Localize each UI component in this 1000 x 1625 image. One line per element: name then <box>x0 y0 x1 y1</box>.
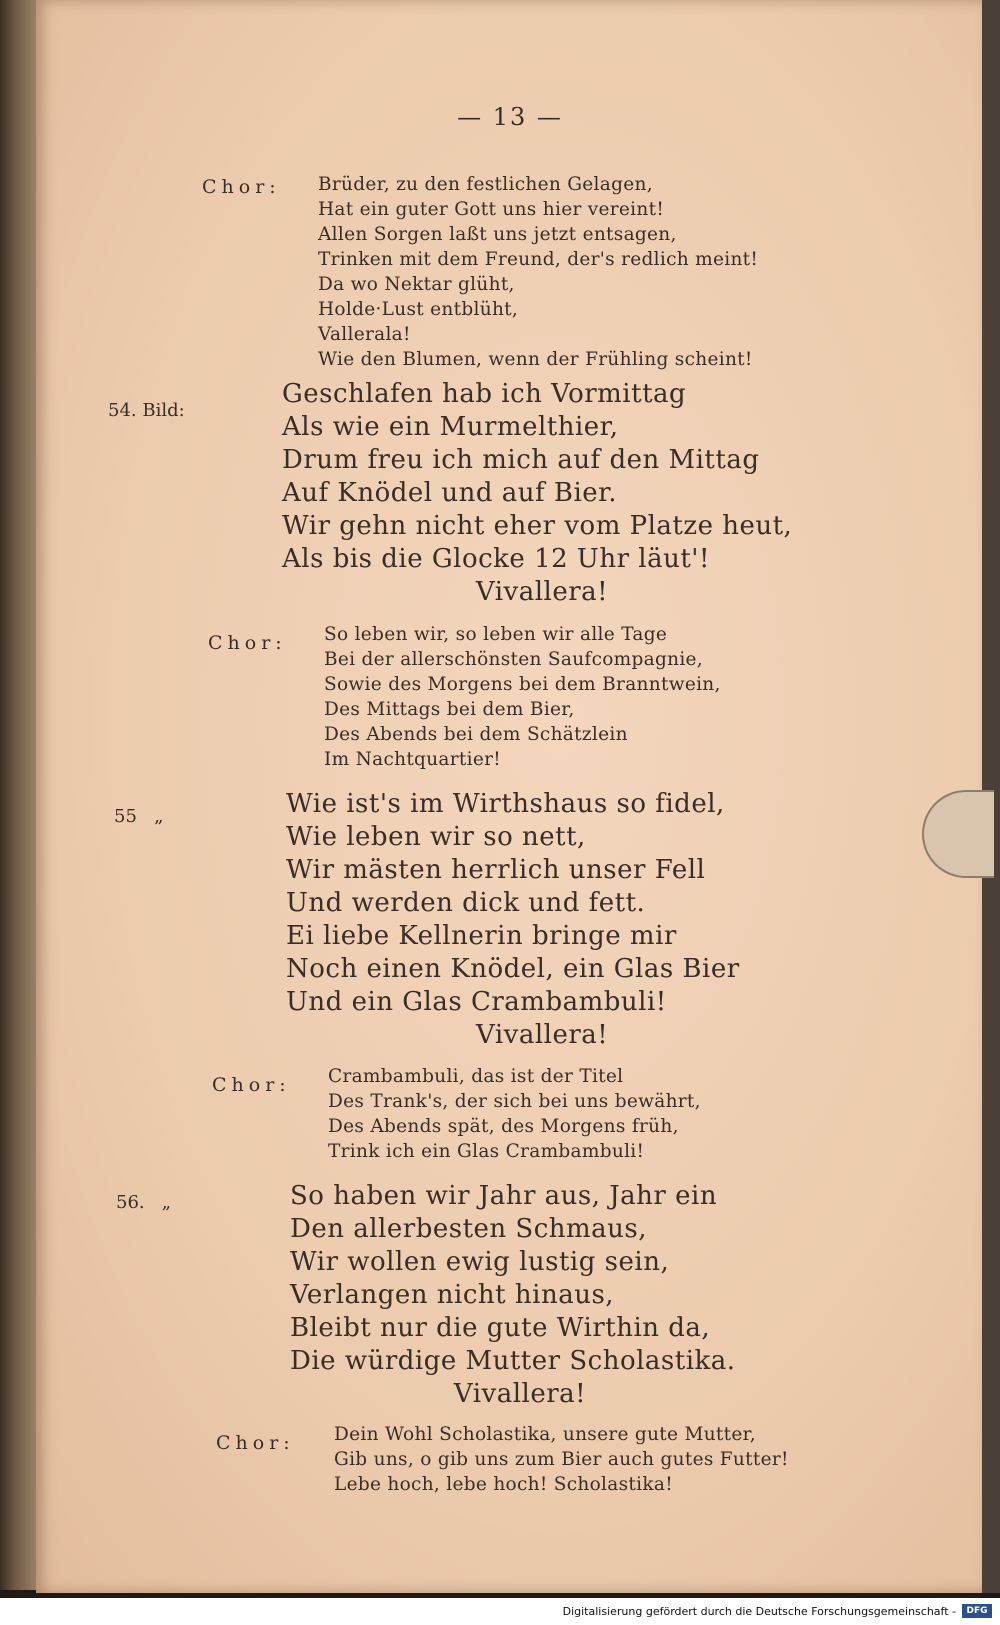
text-line: Im Nachtquartier! <box>324 749 501 770</box>
previous-page-edge <box>0 0 38 1590</box>
text-line: Allen Sorgen laßt uns jetzt entsagen, <box>318 224 677 245</box>
text-line: So haben wir Jahr aus, Jahr ein <box>290 1181 718 1211</box>
text-line: Da wo Nektar glüht, <box>318 274 515 295</box>
text-line: Wie den Blumen, wenn der Frühling scheint! <box>318 349 753 370</box>
text-line: Des Abends bei dem Schätzlein <box>324 724 628 745</box>
text-line: Drum freu ich mich auf den Mittag <box>282 445 760 475</box>
chorus-label: Chor: <box>208 632 287 654</box>
chorus-block <box>324 622 721 772</box>
text-line: Und ein Glas Crambambuli! <box>286 987 667 1017</box>
text-line: So leben wir, so leben wir alle Tage <box>324 624 668 645</box>
chorus-block <box>334 1422 789 1497</box>
text-line: Bleibt nur die gute Wirthin da, <box>290 1313 711 1343</box>
chorus-label: Chor: <box>202 176 281 198</box>
text-line: Sowie des Morgens bei dem Branntwein, <box>324 674 721 695</box>
text-line: Wie leben wir so nett, <box>286 822 586 852</box>
dfg-logo-icon: DFG <box>962 1604 992 1618</box>
footer-bar <box>0 1598 1000 1625</box>
text-line: Und werden dick und fett. <box>286 888 646 918</box>
text-line: Vallerala! <box>318 324 411 345</box>
verse-number: 55 „ <box>114 806 164 827</box>
text-line: Wie ist's im Wirthshaus so fidel, <box>286 789 725 819</box>
verse-number: 54. Bild: <box>108 400 185 421</box>
refrain-line: Vivallera! <box>476 1020 609 1050</box>
text-line: Den allerbesten Schmaus, <box>290 1214 648 1244</box>
text-line: Des Mittags bei dem Bier, <box>324 699 575 720</box>
chorus-label: Chor: <box>216 1432 295 1454</box>
text-line: Gib uns, o gib uns zum Bier auch gutes Futter! <box>334 1449 789 1470</box>
text-line: Des Abends spät, des Morgens früh, <box>328 1116 679 1137</box>
text-line: Trink ich ein Glas Crambambuli! <box>328 1141 645 1162</box>
text-line: Crambambuli, das ist der Titel <box>328 1066 624 1087</box>
text-line: Hat ein guter Gott uns hier vereint! <box>318 199 665 220</box>
text-line: Lebe hoch, lebe hoch! Scholastika! <box>334 1474 673 1495</box>
verse-number: 56. „ <box>116 1192 172 1213</box>
text-line: Des Trank's, der sich bei uns bewährt, <box>328 1091 701 1112</box>
refrain-line: Vivallera! <box>453 1379 587 1409</box>
text-line: Wir mästen herrlich unser Fell <box>286 855 706 885</box>
text-line: Wir gehn nicht eher vom Platze heut, <box>282 511 793 541</box>
verse-block <box>290 1180 750 1411</box>
text-line: Noch einen Knödel, ein Glas Bier <box>286 954 740 984</box>
text-line: Die würdige Mutter Scholastika. <box>290 1346 736 1376</box>
text-line: Dein Wohl Scholastika, unsere gute Mutter, <box>334 1424 756 1445</box>
verse-block <box>286 788 740 1052</box>
chorus-block <box>318 172 758 372</box>
text-line: Als bis die Glocke 12 Uhr läut'! <box>282 544 710 574</box>
book-page <box>36 0 984 1593</box>
footer-credit: Digitalisierung gefördert durch die Deutsche Forschungsgemeinschaft - <box>562 1605 956 1618</box>
chorus-block <box>328 1064 701 1164</box>
chorus-label: Chor: <box>212 1074 291 1096</box>
text-line: Bei der allerschönsten Saufcompagnie, <box>324 649 703 670</box>
verse-block <box>282 378 802 609</box>
text-line: Als wie ein Murmelthier, <box>282 412 619 442</box>
text-line: Wir wollen ewig lustig sein, <box>290 1247 670 1277</box>
refrain-line: Vivallera! <box>475 577 609 607</box>
text-line: Brüder, zu den festlichen Gelagen, <box>318 174 653 195</box>
text-line: Trinken mit dem Freund, der's redlich meint! <box>318 249 759 270</box>
text-line: Holde·Lust entblüht, <box>318 299 519 320</box>
text-line: Verlangen nicht hinaus, <box>290 1280 615 1310</box>
text-line: Auf Knödel und auf Bier. <box>282 478 618 508</box>
text-line: Geschlafen hab ich Vormittag <box>282 379 687 409</box>
text-line: Ei liebe Kellnerin bringe mir <box>286 921 677 951</box>
page-number: — 13 — <box>457 103 563 131</box>
